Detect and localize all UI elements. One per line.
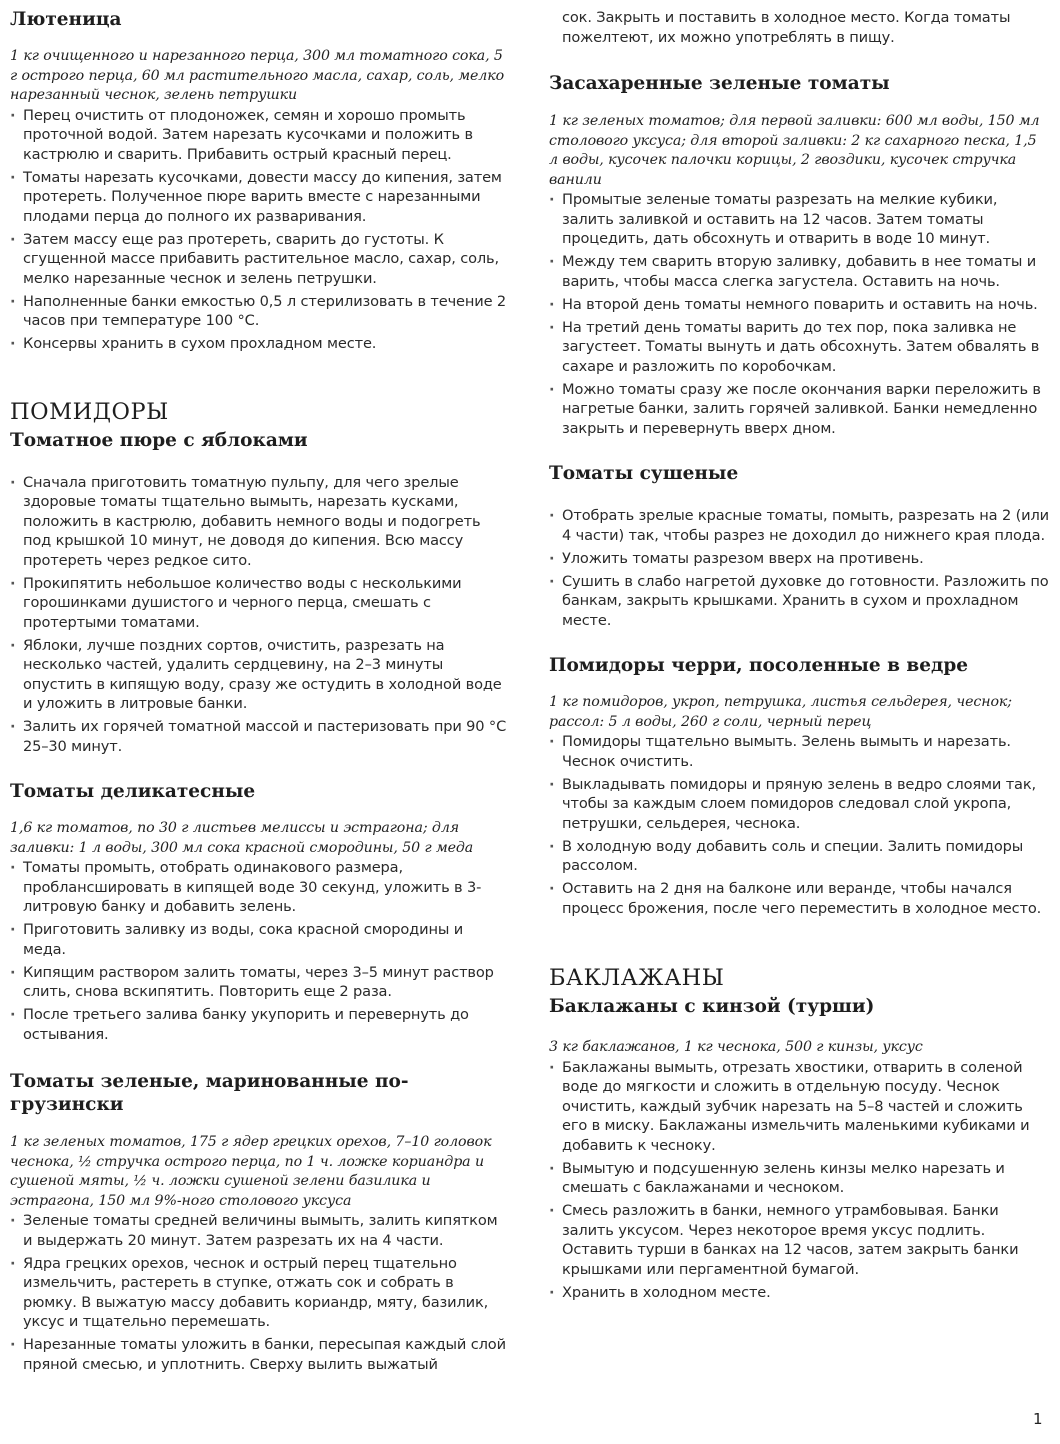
right-column (549, 0, 1049, 1306)
step-item: · На третий день томаты варить до тех пор, пока заливка не загустеет. Томаты вынуть и дать обсохнуть. Затем обвалять в сахаре и разложить по коробочкам. (549, 318, 1049, 377)
recipe-title-cherry: Помидоры черри, посоленные в ведре (549, 655, 969, 676)
step-item: · Нарезанные томаты уложить в банки, пересыпая каждый слой пряной смесью, и уплотнить. Сверху вылить выжатый (10, 1335, 510, 1374)
step-item: · Смесь разложить в банки, немного утрамбовывая. Банки залить уксусом. Через некоторое время уксус подлить. Оставить турши в банках на 12 часов, затем закрыть банки крышками или пергаментной бумагой. (549, 1201, 1049, 1279)
step-item: · Уложить томаты разрезом вверх на противень. (549, 549, 1049, 569)
step-item: · На второй день томаты немного поварить и оставить на ночь. (549, 295, 1049, 315)
recipe-title-lutenitsa: Лютеница (10, 9, 122, 30)
step-item: · Баклажаны вымыть, отрезать хвостики, отварить в соленой воде до мягкости и сложить в отдельную посуду. Чеснок очистить, каждый зубчик нарезать на 5–8 частей и сложить его в миску. Баклажаны измельчить маленькими кубиками и добавить к чесноку. (549, 1058, 1049, 1156)
step-item: · Консервы хранить в сухом прохладном месте. (10, 334, 510, 354)
step-item: · Можно томаты сразу же после окончания варки переложить в нагретые банки, залить горячей заливкой. Банки немедленно закрыть и перевернуть вверх дном. (549, 380, 1049, 439)
step-item: · Затем массу еще раз протереть, сварить до густоты. К сгущенной массе прибавить растительное масло, сахар, соль, мелко нарезанные чеснок и зелень петрушки. (10, 230, 510, 289)
step-item: · Выкладывать помидоры и пряную зелень в ведро слоями так, чтобы за каждым слоем помидоров следовал слой укропа, петрушки, сельдерея, чеснока. (549, 775, 1049, 834)
left-column (10, 0, 510, 1378)
step-item: · После третьего залива банку укупорить и перевернуть до остывания. (10, 1005, 510, 1044)
recipe-title-candied: Засахаренные зеленые томаты (549, 73, 890, 94)
ingredients-candied: 1 кг зеленых томатов; для первой заливки: 600 мл воды, 150 мл столового уксуса; для второй заливки: 2 кг сахарного песка, 1,5 л воды, кусочек палочки корицы, 2 гвоздики, кусочек стручка ванили (549, 113, 1040, 188)
step-item: · Между тем сварить вторую заливку, добавить в нее томаты и варить, чтобы масса слегка загустела. Оставить на ночь. (549, 252, 1049, 291)
ingredients-eggplant: 3 кг баклажанов, 1 кг чеснока, 500 г кинзы, уксус (549, 1039, 923, 1055)
ingredients-delicate: 1,6 кг томатов, по 30 г листьев мелиссы и эстрагона; для заливки: 1 л воды, 300 мл сока красной смородины, 50 г меда (10, 820, 474, 856)
step-item: · Наполненные банки емкостью 0,5 л стерилизовать в течение 2 часов при температуре 100 °С. (10, 292, 510, 331)
step-item: · Прокипятить небольшое количество воды с несколькими горошинками душистого и черного перца, смешать с протертыми томатами. (10, 574, 510, 633)
step-item: · Сначала приготовить томатную пульпу, для чего зрелые здоровые томаты тщательно вымыть, нарезать кусками, положить в кастрюлю, добавить немного воды и подогреть под крышкой 10 минут, не доводя до кипения. Всю массу протереть через редкое сито. (10, 473, 510, 571)
step-item: · Сушить в слабо нагретой духовке до готовности. Разложить по банкам, закрыть крышками. Хранить в сухом и прохладном месте. (549, 572, 1049, 631)
step-item: · Залить их горячей томатной массой и пастеризовать при 90 °С 25–30 минут. (10, 717, 510, 756)
recipe-title-georgian: Томаты зеленые, маринованные по-грузински (10, 1071, 409, 1115)
steps-eggplant (549, 1058, 1049, 1303)
step-item: · В холодную воду добавить соль и специи. Залить помидоры рассолом. (549, 837, 1049, 876)
step-item: · Томаты нарезать кусочками, довести массу до кипения, затем протереть. Полученное пюре варить вместе с нарезанными плодами перца до полного их разваривания. (10, 168, 510, 227)
step-item: · Кипящим раствором залить томаты, через 3–5 минут раствор слить, снова вскипятить. Повторить еще 2 раза. (10, 963, 510, 1002)
recipe-title-dried: Томаты сушеные (549, 463, 739, 484)
section-title-eggplants: БАКЛАЖАНЫ (549, 965, 725, 991)
ingredients-cherry: 1 кг помидоров, укроп, петрушка, листья сельдерея, чеснок; рассол: 5 л воды, 260 г соли, черный перец (549, 694, 1012, 730)
steps-candied (549, 190, 1049, 438)
ingredients-lutenitsa: 1 кг очищенного и нарезанного перца, 300 мл томатного сока, 5 г острого перца, 60 мл растительного масла, сахар, соль, мелко нарезанный чеснок, зелень петрушки (10, 48, 505, 103)
steps-cherry (549, 732, 1049, 918)
step-item: · Вымытую и подсушенную зелень кинзы мелко нарезать и смешать с баклажанами и чесноком. (549, 1159, 1049, 1198)
step-item: · Приготовить заливку из воды, сока красной смородины и меда. (10, 920, 510, 959)
recipe-title-puree: Томатное пюре с яблоками (10, 429, 308, 451)
step-item: · Яблоки, лучше поздних сортов, очистить, разрезать на несколько частей, удалить сердцевину, на 2–3 минуты опустить в кипящую воду, сразу же остудить в холодной воде и уложить в литровые банки. (10, 636, 510, 714)
step-item: · Зеленые томаты средней величины вымыть, залить кипятком и выдержать 20 минут. Затем разрезать их на 4 части. (10, 1211, 510, 1250)
step-item: · Отобрать зрелые красные томаты, помыть, разрезать на 2 (или 4 части) так, чтобы разрез не доходил до нижнего края плода. (549, 506, 1049, 545)
ingredients-georgian: 1 кг зеленых томатов, 175 г ядер грецких орехов, 7–10 головок чеснока, ½ стручка острого перца, по 1 ч. ложке кориандра и сушеной мяты, ½ ч. ложки сушеной зелени базилика и эстрагона, 150 мл 9%-ного столового уксуса (10, 1134, 492, 1209)
step-item: · Промытые зеленые томаты разрезать на мелкие кубики, залить заливкой и оставить на 12 часов. Затем томаты процедить, дать обсохнуть и отварить в воде 10 минут. (549, 190, 1049, 249)
steps-delicate (10, 858, 510, 1044)
continuation-text: сок. Закрыть и поставить в холодное место. Когда томаты пожелтеют, их можно употреблять в пищу. (562, 9, 1011, 46)
step-item: · Перец очистить от плодоножек, семян и хорошо промыть проточной водой. Затем нарезать кусочками и положить в кастрюлю и сварить. Прибавить острый красный перец. (10, 106, 510, 165)
steps-puree (10, 473, 510, 757)
steps-georgian (10, 1211, 510, 1374)
recipe-title-delicate: Томаты деликатесные (10, 781, 256, 802)
step-item: · Хранить в холодном месте. (549, 1283, 1049, 1303)
section-title-tomatoes: ПОМИДОРЫ (10, 398, 169, 425)
recipe-title-eggplant: Баклажаны с кинзой (турши) (549, 996, 875, 1017)
step-item: · Помидоры тщательно вымыть. Зелень вымыть и нарезать. Чеснок очистить. (549, 732, 1049, 771)
step-item: · Оставить на 2 дня на балконе или веранде, чтобы начался процесс брожения, после чего переместить в холодное место. (549, 879, 1049, 918)
page-number: 1 (1033, 1410, 1043, 1428)
step-item: · Ядра грецких орехов, чеснок и острый перец тщательно измельчить, растереть в ступке, отжать сок и собрать в рюмку. В выжатую массу добавить кориандр, мяту, базилик, уксус и тщательно перемешать. (10, 1254, 510, 1332)
steps-lutenitsa (10, 106, 510, 354)
steps-dried (549, 506, 1049, 630)
step-item: · Томаты промыть, отобрать одинакового размера, проблансшировать в кипящей воде 30 секунд, уложить в 3-литровую банку и добавить зелень. (10, 858, 510, 917)
